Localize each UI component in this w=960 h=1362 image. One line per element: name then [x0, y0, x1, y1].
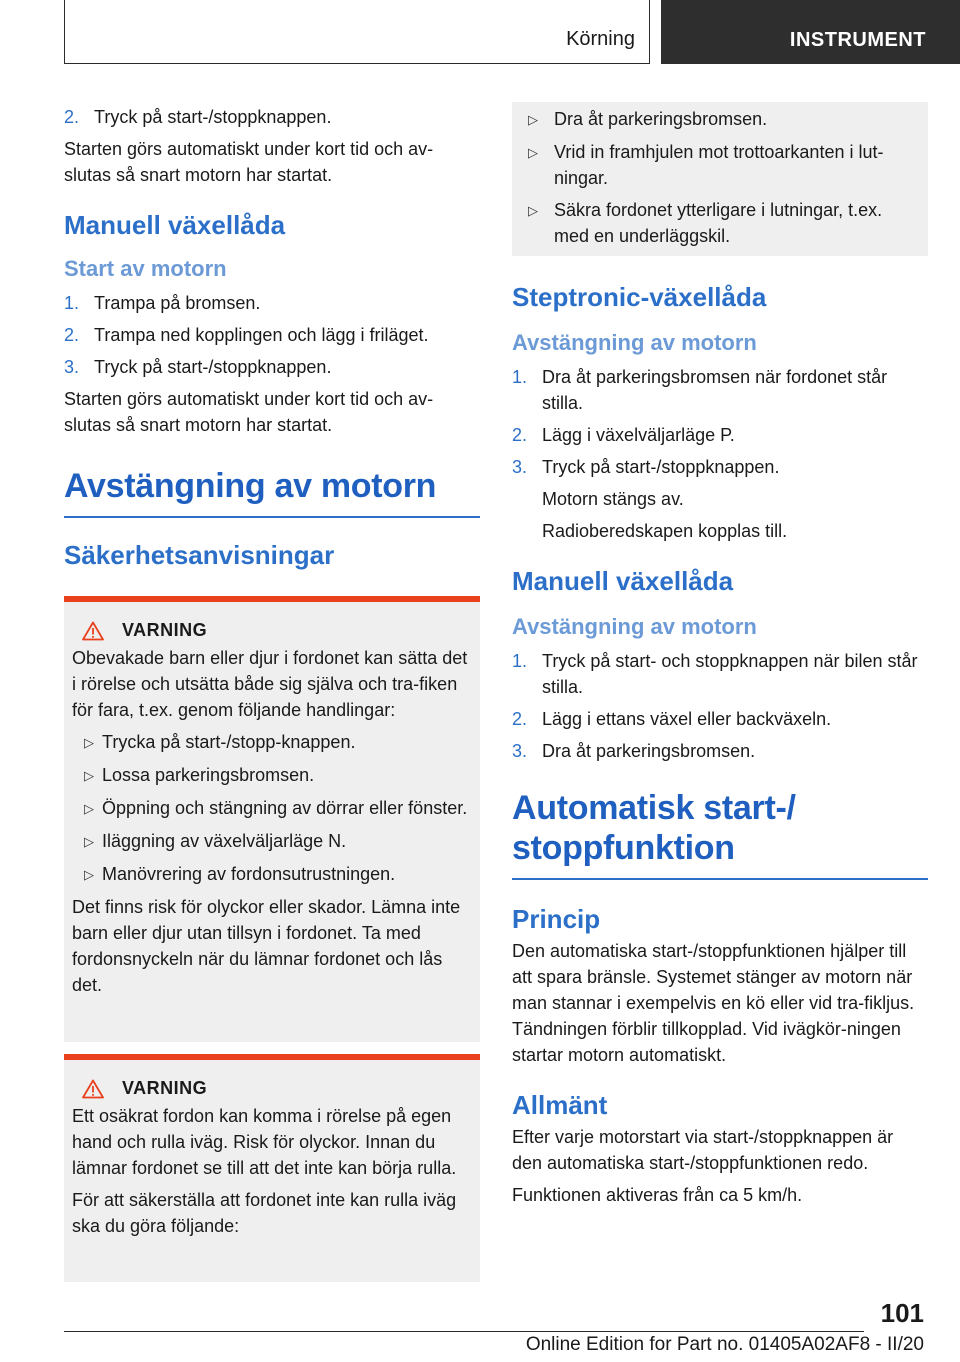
left-column	[64, 104, 480, 1282]
warning-title: VARNING	[122, 620, 208, 640]
step-item	[64, 322, 480, 348]
heading-allmant: Allmänt	[512, 1090, 608, 1120]
step-item	[512, 422, 928, 448]
step-item	[512, 648, 928, 700]
bullet-text: Lossa parkeringsbromsen.	[102, 765, 315, 785]
warning-title-row	[72, 1078, 472, 1099]
step-item	[512, 454, 928, 480]
warning-title: VARNING	[122, 1078, 208, 1098]
step-item	[64, 290, 480, 316]
bullet-item	[524, 106, 916, 133]
bullet-item	[72, 861, 472, 888]
bullet-text: Säkra fordonet ytterligare i lutningar, t.ex. med en underläggskil.	[554, 200, 883, 246]
page-number: 101	[880, 1298, 924, 1328]
warning-text: Obevakade barn eller djur i fordonet kan sätta det i rörelse och utsätta både sig själva och tra-fiken för fara, t.ex. genom följande handlingar:	[72, 648, 468, 720]
step-number: 2.	[512, 709, 528, 729]
triangle-right-icon: ▷	[84, 801, 94, 816]
heading-manuell-vaxellada: Manuell växellåda	[64, 210, 286, 240]
step-text: Dra åt parkeringsbromsen när fordonet står stilla.	[542, 367, 888, 413]
warning-box	[64, 1054, 480, 1282]
bullet-text: Trycka på start-/stopp-knappen.	[102, 732, 356, 752]
step-text: Lägg i ettans växel eller backväxeln.	[542, 709, 832, 729]
triangle-right-icon: ▷	[528, 203, 538, 218]
step-result: Radioberedskapen kopplas till.	[542, 521, 788, 541]
continued-warning-box	[512, 102, 928, 256]
warning-box	[64, 596, 480, 1042]
step-text: Lägg i växelväljarläge P.	[542, 425, 735, 445]
warning-text: För att säkerställa att fordonet inte kan rulla iväg ska du göra följande:	[72, 1190, 457, 1236]
section-title: Körning	[566, 28, 635, 50]
step-text: Tryck på start-/stoppknappen.	[94, 357, 332, 377]
step-item	[512, 364, 928, 416]
warning-text: Ett osäkrat fordon kan komma i rörelse på egen hand och rulla iväg. Risk för olyckor. Innan du lämnar fordonet se till att det inte kan börja rulla.	[72, 1106, 457, 1178]
warning-triangle-icon	[82, 621, 104, 641]
warning-triangle-icon	[82, 1079, 104, 1099]
heading-sakerhetsanvisningar: Säkerhetsanvisningar	[64, 540, 335, 570]
step-number: 2.	[64, 107, 80, 127]
step-item	[64, 104, 480, 130]
bullet-text: Dra åt parkeringsbromsen.	[554, 109, 768, 129]
bullet-text: Iläggning av växelväljarläge N.	[102, 831, 347, 851]
heading-automatisk-start-stoppfunktion: Automatisk start-/ stoppfunktion	[512, 789, 796, 867]
triangle-right-icon: ▷	[84, 735, 94, 750]
paragraph: Starten görs automatiskt under kort tid och av-slutas så snart motorn har startat.	[64, 139, 434, 185]
step-text: Dra åt parkeringsbromsen.	[542, 741, 756, 761]
step-item	[64, 354, 480, 380]
step-text: Tryck på start-/stoppknappen.	[94, 107, 332, 127]
step-number: 3.	[64, 357, 80, 377]
bullet-text: Öppning och stängning av dörrar eller fönster.	[102, 798, 468, 818]
triangle-right-icon: ▷	[84, 867, 94, 882]
step-item	[512, 738, 928, 764]
step-number: 1.	[512, 367, 528, 387]
step-text: Trampa på bromsen.	[94, 293, 261, 313]
step-result: Motorn stängs av.	[542, 489, 684, 509]
bullet-item	[72, 828, 472, 855]
paragraph: Funktionen aktiveras från ca 5 km/h.	[512, 1185, 803, 1205]
warning-text: Det finns risk för olyckor eller skador. Lämna inte barn eller djur utan tillsyn i fordonet. Ta med fordonsnyckeln när du lämnar fordonet och lås det.	[72, 897, 461, 995]
footer-rule	[64, 1331, 864, 1332]
paragraph: Den automatiska start-/stoppfunktionen hjälper till att spara bränsle. Systemet stänger av motorn när man stannar i exempelvis en kö eller vid tra-fikljus. Tändningen förblir tillkopplad. Vid ivägkör-ningen startar motorn automatiskt.	[512, 941, 915, 1065]
header-chapter-tab	[661, 0, 960, 64]
triangle-right-icon: ▷	[84, 768, 94, 783]
bullet-text: Manövrering av fordonsutrustningen.	[102, 864, 396, 884]
right-column	[512, 102, 928, 1214]
triangle-right-icon: ▷	[84, 834, 94, 849]
step-number: 3.	[512, 741, 528, 761]
bullet-item	[72, 762, 472, 789]
heading-steptronic-vaxellada: Steptronic-växellåda	[512, 282, 767, 312]
bullet-item	[72, 795, 472, 822]
bullet-item	[72, 729, 472, 756]
bullet-text: Vrid in framhjulen mot trottoarkanten i lut-ningar.	[554, 142, 884, 188]
heading-avstangning-av-motorn: Avstängning av motorn	[512, 614, 757, 639]
step-number: 2.	[64, 325, 80, 345]
step-text: Trampa ned kopplingen och lägg i friläget.	[94, 325, 429, 345]
step-text: Tryck på start-/stoppknappen.	[542, 457, 780, 477]
heading-manuell-vaxellada: Manuell växellåda	[512, 566, 734, 596]
triangle-right-icon: ▷	[528, 145, 538, 160]
paragraph: Efter varje motorstart via start-/stoppknappen är den automatiska start-/stoppfunktionen redo.	[512, 1127, 894, 1173]
paragraph: Starten görs automatiskt under kort tid och av-slutas så snart motorn har startat.	[64, 389, 434, 435]
heading-start-av-motorn: Start av motorn	[64, 256, 227, 281]
heading-avstangning-av-motorn: Avstängning av motorn	[512, 330, 757, 355]
chapter-title: INSTRUMENT	[789, 29, 926, 51]
step-number: 1.	[512, 651, 528, 671]
step-number: 1.	[64, 293, 80, 313]
header-section-tab	[64, 0, 650, 64]
warning-title-row	[72, 620, 472, 641]
step-text: Tryck på start- och stoppknappen när bilen står stilla.	[542, 651, 918, 697]
heading-rule	[512, 878, 928, 880]
triangle-right-icon: ▷	[528, 112, 538, 127]
bullet-item	[524, 197, 916, 249]
step-number: 2.	[512, 425, 528, 445]
heading-princip: Princip	[512, 904, 601, 934]
bullet-item	[524, 139, 916, 191]
footer-edition: Online Edition for Part no. 01405A02AF8 - II/20	[525, 1334, 924, 1355]
step-number: 3.	[512, 457, 528, 477]
step-item	[512, 706, 928, 732]
heading-rule	[64, 516, 480, 518]
heading-avstangning-av-motorn: Avstängning av motorn	[64, 467, 437, 505]
